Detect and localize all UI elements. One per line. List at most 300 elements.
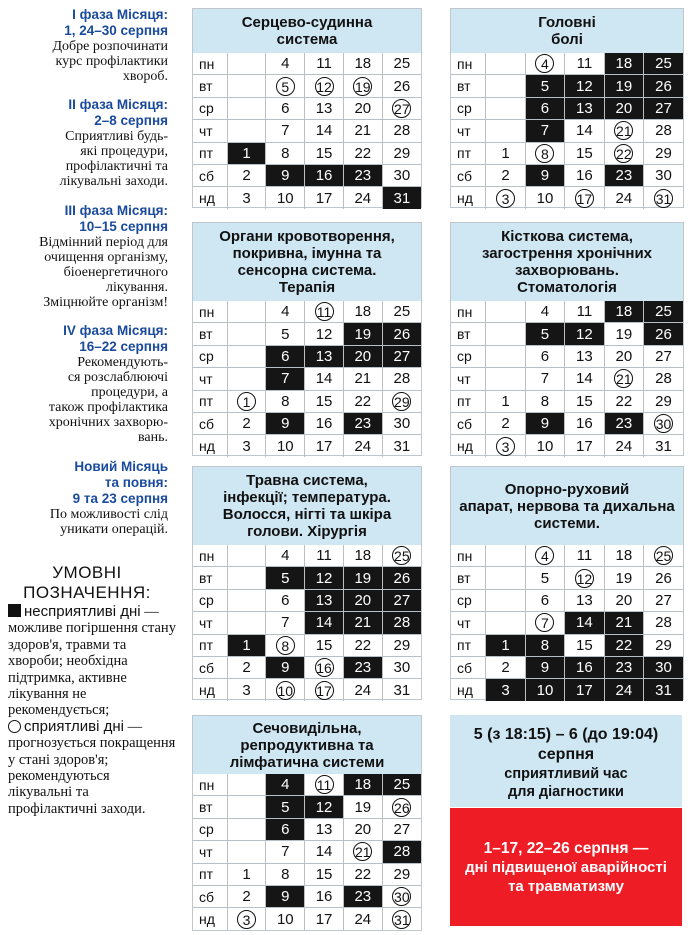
day-cell: 7: [266, 120, 305, 142]
day-cell: 30: [382, 656, 421, 678]
day-cell-unfavorable: 7: [525, 120, 564, 142]
day-cell-unfavorable: 12: [565, 323, 604, 345]
day-cell-unfavorable: 5: [525, 323, 564, 345]
panel-title-line: покривна, імунна та: [232, 245, 382, 262]
day-cell: 28: [644, 612, 683, 634]
day-cell: 7: [525, 368, 564, 390]
favorable-circle: 31: [394, 911, 410, 928]
phase-text-line: очищення організму,: [44, 250, 168, 265]
calendar-row: [451, 75, 683, 97]
day-cell: 29: [644, 634, 683, 656]
day-cell-unfavorable: 13: [305, 345, 344, 367]
phase-title: III фаза Місяця:: [64, 203, 168, 218]
calendar-row: [193, 187, 421, 209]
weekday-label: нд: [199, 682, 215, 699]
phase-3: [0, 203, 168, 310]
day-cell: 29: [644, 142, 683, 164]
calendar-row: [451, 390, 683, 412]
weekday-label: пн: [193, 545, 227, 567]
empty-cell: [227, 120, 266, 142]
day-cell: 3: [227, 679, 266, 701]
day-cell-favorable: [305, 656, 344, 678]
calendar-row: [451, 187, 683, 209]
day-cell: 10: [525, 187, 564, 209]
empty-cell: [486, 323, 525, 345]
panel-title-line: Травна система,: [246, 472, 368, 489]
day-cell-unfavorable: 23: [604, 164, 643, 186]
day-cell: 5: [525, 567, 564, 589]
weekday-label: нд: [199, 911, 215, 928]
phase-4: [0, 323, 168, 445]
day-cell: 11: [565, 53, 604, 75]
empty-cell: [227, 567, 266, 589]
panel-title: [193, 223, 421, 301]
day-cell-unfavorable: 24: [604, 679, 643, 701]
day-cell: 17: [305, 187, 344, 209]
calendar-row: [451, 545, 683, 567]
calendar-table: [451, 301, 683, 457]
day-cell-unfavorable: 23: [343, 656, 382, 678]
day-cell: 18: [604, 545, 643, 567]
calendar-row: [193, 885, 421, 907]
favorable-circle: 21: [616, 123, 632, 140]
day-cell: 21: [343, 120, 382, 142]
favorable-circle: 10: [277, 682, 294, 699]
day-cell: 20: [343, 818, 382, 840]
empty-cell: [227, 841, 266, 863]
day-cell: 2: [227, 412, 266, 434]
phase-text-line: Зміцнюйте організм!: [43, 295, 168, 310]
favorable-circle: 3: [237, 910, 256, 929]
calendar-row: [193, 863, 421, 885]
day-cell: 20: [604, 345, 643, 367]
day-cell-favorable: [525, 142, 564, 164]
calendar-row: [193, 75, 421, 97]
panel-title: [451, 223, 683, 301]
weekday-label: пт: [451, 142, 486, 164]
day-cell: 20: [343, 97, 382, 119]
black-square-icon: [8, 604, 21, 617]
panel-title-line: Стоматологія: [517, 279, 617, 296]
phase-text-line: біоенергетичного: [63, 265, 168, 280]
day-cell: 4: [525, 301, 564, 323]
calendar-row: [193, 679, 421, 701]
day-cell-unfavorable: 4: [266, 774, 305, 796]
day-cell: 25: [382, 53, 421, 75]
day-cell: 24: [343, 435, 382, 457]
calendar-row: [451, 679, 683, 701]
calendar-table: [451, 53, 683, 209]
day-cell: 20: [604, 589, 643, 611]
day-cell: 19: [604, 567, 643, 589]
panel-title-line: сенсорна система.: [237, 262, 377, 279]
day-cell-unfavorable: 5: [525, 75, 564, 97]
calendar-row: [193, 612, 421, 634]
day-cell: 16: [565, 164, 604, 186]
phase-text-line: хвороб.: [122, 69, 168, 84]
day-cell: 31: [382, 435, 421, 457]
empty-cell: [227, 53, 266, 75]
calendar-row: [193, 97, 421, 119]
day-cell-favorable: [382, 796, 421, 818]
day-cell: 6: [266, 97, 305, 119]
day-cell: 4: [266, 53, 305, 75]
calendar-row: [193, 908, 421, 930]
panel-title-line: болі: [551, 31, 583, 48]
day-cell-unfavorable: 23: [604, 412, 643, 434]
panel-title-line: апарат, нервова та дихальна: [459, 497, 675, 515]
day-cell: 10: [525, 435, 564, 457]
empty-cell: [227, 368, 266, 390]
empty-cell: [227, 818, 266, 840]
day-cell-unfavorable: 10: [525, 679, 564, 701]
calendar-table: [193, 301, 421, 457]
day-cell-unfavorable: 17: [565, 679, 604, 701]
weekday-label: чт: [451, 120, 486, 142]
calendar-row: [451, 323, 683, 345]
calendar-row: [193, 796, 421, 818]
empty-cell: [227, 97, 266, 119]
calendar-row: [451, 368, 683, 390]
empty-cell: [486, 567, 525, 589]
day-cell: 26: [644, 567, 683, 589]
phase-text-line: лікування.: [105, 280, 168, 295]
day-cell: 1: [486, 390, 525, 412]
day-cell-unfavorable: 7: [266, 368, 305, 390]
favorable-circle: 4: [535, 54, 554, 73]
weekday-label: ср: [193, 345, 227, 367]
day-cell: 8: [266, 863, 305, 885]
phase-2: [0, 97, 168, 189]
day-cell-favorable: [305, 75, 344, 97]
day-cell-unfavorable: 23: [343, 164, 382, 186]
weekday-label: пн: [451, 301, 486, 323]
favorable-circle: 27: [394, 100, 410, 117]
panel-title-line: загострення хронічних: [481, 245, 653, 262]
day-cell-unfavorable: 18: [604, 301, 643, 323]
weekday-label: чт: [451, 612, 486, 634]
day-cell-unfavorable: 26: [644, 323, 683, 345]
calendar-row: [451, 435, 683, 457]
day-cell: 25: [382, 301, 421, 323]
day-cell-favorable: [565, 567, 604, 589]
favorable-circle: 12: [576, 570, 593, 587]
favorable-circle: 11: [315, 775, 334, 794]
diagnostics-text-2: для діагностики: [508, 784, 624, 800]
empty-cell: [486, 53, 525, 75]
day-cell: 17: [305, 908, 344, 930]
empty-cell: [227, 323, 266, 345]
day-cell-favorable: [525, 53, 564, 75]
diagnostics-info: [450, 715, 682, 807]
day-cell: 15: [305, 390, 344, 412]
day-cell-unfavorable: 27: [382, 345, 421, 367]
day-cell-unfavorable: 26: [382, 323, 421, 345]
favorable-circle: 21: [355, 844, 371, 861]
empty-cell: [486, 301, 525, 323]
weekday-label: пт: [193, 390, 227, 412]
day-cell: 2: [486, 656, 525, 678]
weekday-label: вт: [451, 75, 486, 97]
phase-title: Новий Місяць: [74, 459, 168, 474]
weekday-label: пт: [451, 390, 486, 412]
day-cell: 2: [227, 656, 266, 678]
favorable-circle: 26: [394, 799, 410, 816]
day-cell: 11: [305, 53, 344, 75]
day-cell-favorable: [525, 545, 564, 567]
calendar-row: [193, 301, 421, 323]
panel-title: [451, 9, 683, 53]
day-cell-unfavorable: 18: [343, 774, 382, 796]
weekday-label: нд: [199, 190, 215, 207]
phase-title: IV фаза Місяця:: [63, 323, 168, 338]
diagnostics-dates: 5 (з 18:15) – 6 (до 19:04): [473, 726, 659, 743]
diagnostics-text: сприятливий час: [504, 766, 628, 782]
calendar-row: [193, 164, 421, 186]
day-cell: 22: [343, 863, 382, 885]
empty-cell: [227, 301, 266, 323]
day-cell-unfavorable: 25: [644, 301, 683, 323]
day-cell: 13: [565, 589, 604, 611]
favorable-circle: 30: [655, 416, 672, 433]
empty-cell: [486, 589, 525, 611]
day-cell-unfavorable: 14: [565, 612, 604, 634]
day-cell: 28: [644, 120, 683, 142]
day-cell: 10: [266, 187, 305, 209]
day-cell: 15: [565, 390, 604, 412]
day-cell-favorable: [644, 187, 683, 209]
legend: [8, 563, 176, 817]
phase-text-line: курс профілактики: [55, 54, 168, 69]
day-cell-unfavorable: 26: [382, 567, 421, 589]
day-cell-unfavorable: 12: [565, 75, 604, 97]
day-cell-unfavorable: 21: [343, 612, 382, 634]
phase-text-line: також профілактика: [48, 400, 168, 415]
panel-title-line: Кісткова система,: [501, 228, 633, 245]
day-cell-unfavorable: 9: [266, 656, 305, 678]
calendar-row: [193, 567, 421, 589]
day-cell: 29: [382, 142, 421, 164]
day-cell-unfavorable: 23: [604, 656, 643, 678]
day-cell: 1: [227, 863, 266, 885]
calendar-row: [451, 656, 683, 678]
weekday-label: вт: [193, 75, 227, 97]
weekday-label: пт: [193, 863, 227, 885]
weekday-label: чт: [193, 841, 227, 863]
day-cell: 2: [227, 164, 266, 186]
favorable-circle: 17: [316, 682, 332, 699]
day-cell: 4: [266, 301, 305, 323]
phase-text-line: ся розслаблюючі: [67, 370, 168, 385]
legend-good-term: сприятливі дні: [24, 717, 124, 735]
empty-cell: [227, 612, 266, 634]
warning-text-2: та травматизму: [508, 877, 624, 895]
day-cell: 16: [565, 412, 604, 434]
favorable-circle: 4: [535, 546, 554, 565]
day-cell: 31: [644, 435, 683, 457]
empty-cell: [227, 545, 266, 567]
day-cell-favorable: [604, 368, 643, 390]
day-cell: 18: [343, 301, 382, 323]
day-cell-favorable: [343, 75, 382, 97]
day-cell-favorable: [382, 908, 421, 930]
phase-title: II фаза Місяця:: [68, 97, 168, 112]
empty-cell: [227, 345, 266, 367]
day-cell: 21: [343, 368, 382, 390]
day-cell-unfavorable: 18: [604, 53, 643, 75]
weekday-label: пн: [193, 774, 227, 796]
calendar-row: [193, 589, 421, 611]
day-cell-favorable: [644, 412, 683, 434]
day-cell-favorable: [227, 908, 266, 930]
day-cell: 18: [343, 53, 382, 75]
phase-text-line: Сприятливі будь-: [65, 129, 168, 144]
day-cell-unfavorable: 16: [305, 164, 344, 186]
day-cell: 2: [486, 412, 525, 434]
day-cell: 8: [266, 142, 305, 164]
phase-dates: 1, 24–30 серпня: [64, 23, 168, 38]
calendar-row: [451, 97, 683, 119]
day-cell: 31: [382, 679, 421, 701]
day-cell-unfavorable: 20: [343, 345, 382, 367]
day-cell: 22: [343, 390, 382, 412]
day-cell: 2: [486, 164, 525, 186]
favorable-circle: 22: [616, 145, 632, 162]
panel-title-line: репродуктивна та: [240, 736, 374, 754]
day-cell: 24: [343, 187, 382, 209]
weekday-label: вт: [193, 323, 227, 345]
panel-title: [193, 9, 421, 53]
day-cell-unfavorable: 9: [525, 412, 564, 434]
day-cell-favorable: [227, 390, 266, 412]
day-cell: 16: [305, 412, 344, 434]
day-cell: 14: [565, 120, 604, 142]
legend-title: УМОВНІ: [52, 563, 122, 582]
empty-cell: [227, 796, 266, 818]
day-cell-unfavorable: 21: [604, 612, 643, 634]
day-cell-unfavorable: 1: [486, 634, 525, 656]
empty-cell: [486, 97, 525, 119]
panel-hematopoietic: [192, 222, 422, 456]
day-cell-unfavorable: 9: [266, 164, 305, 186]
day-cell: 19: [604, 323, 643, 345]
phase-text-line: По можливості слід: [49, 507, 168, 522]
calendar-row: [193, 142, 421, 164]
day-cell: 27: [644, 589, 683, 611]
diagnostics-month: серпня: [537, 746, 595, 763]
day-cell-unfavorable: 19: [343, 323, 382, 345]
day-cell: 8: [525, 390, 564, 412]
day-cell-favorable: [266, 75, 305, 97]
legend-bad-text: — можливе погіршення стану здоров'я, травми та хвороби; необхідна підтримка, активне лікування не рекомендується;: [8, 604, 176, 719]
day-cell-unfavorable: 6: [525, 97, 564, 119]
day-cell: 27: [382, 818, 421, 840]
calendar-row: [451, 412, 683, 434]
day-cell-unfavorable: 6: [266, 818, 305, 840]
day-cell-favorable: [305, 774, 344, 796]
phase-text-line: Рекомендують-: [77, 355, 168, 370]
day-cell: 29: [382, 634, 421, 656]
weekday-label: ср: [193, 818, 227, 840]
empty-cell: [486, 75, 525, 97]
weekday-label: пн: [451, 53, 486, 75]
phase-text-line: уникати операцій.: [60, 522, 168, 537]
day-cell: 22: [343, 634, 382, 656]
calendar-row: [193, 634, 421, 656]
day-cell: 7: [266, 841, 305, 863]
favorable-circle: 1: [237, 392, 256, 411]
day-cell: 19: [343, 796, 382, 818]
day-cell: 6: [525, 589, 564, 611]
day-cell-unfavorable: 25: [644, 53, 683, 75]
panel-title-line: Опорно-руховий: [504, 480, 630, 498]
day-cell: 11: [565, 301, 604, 323]
day-cell: 1: [486, 142, 525, 164]
calendar-table: [451, 545, 683, 701]
day-cell-unfavorable: 22: [604, 634, 643, 656]
favorable-circle: 30: [394, 889, 410, 906]
calendar-table: [193, 774, 421, 930]
day-cell-unfavorable: 13: [565, 97, 604, 119]
panel-title-line: система: [276, 31, 338, 48]
weekday-label: чт: [451, 368, 486, 390]
day-cell-unfavorable: 28: [382, 841, 421, 863]
day-cell: 18: [343, 545, 382, 567]
phase-text-line: вань.: [137, 430, 168, 445]
day-cell-unfavorable: 16: [565, 656, 604, 678]
weekday-label: сб: [193, 412, 227, 434]
panel-musculoskeletal: [450, 466, 684, 700]
day-cell: 28: [382, 120, 421, 142]
favorable-circle: 8: [535, 144, 554, 163]
favorable-circle: 19: [355, 78, 371, 95]
panel-title-line: Волосся, нігті та шкіра: [222, 506, 392, 523]
legend-title-2: ПОЗНАЧЕННЯ:: [23, 583, 151, 602]
favorable-circle: 3: [496, 437, 515, 456]
panel-headaches: [450, 8, 684, 208]
weekday-label: пн: [193, 301, 227, 323]
empty-cell: [227, 75, 266, 97]
day-cell: 10: [266, 908, 305, 930]
calendar-row: [193, 120, 421, 142]
day-cell-unfavorable: 9: [266, 412, 305, 434]
day-cell-unfavorable: 3: [486, 679, 525, 701]
day-cell-favorable: [604, 142, 643, 164]
empty-cell: [486, 368, 525, 390]
weekday-label: сб: [193, 164, 227, 186]
day-cell-unfavorable: 14: [305, 612, 344, 634]
day-cell: 22: [604, 390, 643, 412]
favorable-circle: 11: [315, 302, 334, 321]
day-cell-unfavorable: 5: [266, 567, 305, 589]
day-cell: 2: [227, 885, 266, 907]
weekday-label: сб: [193, 885, 227, 907]
calendar-row: [451, 120, 683, 142]
weekday-label: пт: [193, 634, 227, 656]
day-cell: 29: [644, 390, 683, 412]
favorable-circle: 29: [394, 393, 410, 410]
day-cell: 28: [382, 368, 421, 390]
empty-cell: [227, 589, 266, 611]
weekday-label: вт: [451, 567, 486, 589]
day-cell: 3: [227, 187, 266, 209]
day-cell: 14: [305, 368, 344, 390]
day-cell-favorable: [644, 545, 683, 567]
day-cell: 12: [305, 323, 344, 345]
legend-good-text: — прогнозується покращення у стані здоров'я; рекомендуються лікувальні та профілактичні заходи.: [8, 718, 176, 817]
weekday-label: вт: [451, 323, 486, 345]
calendar-row: [193, 412, 421, 434]
